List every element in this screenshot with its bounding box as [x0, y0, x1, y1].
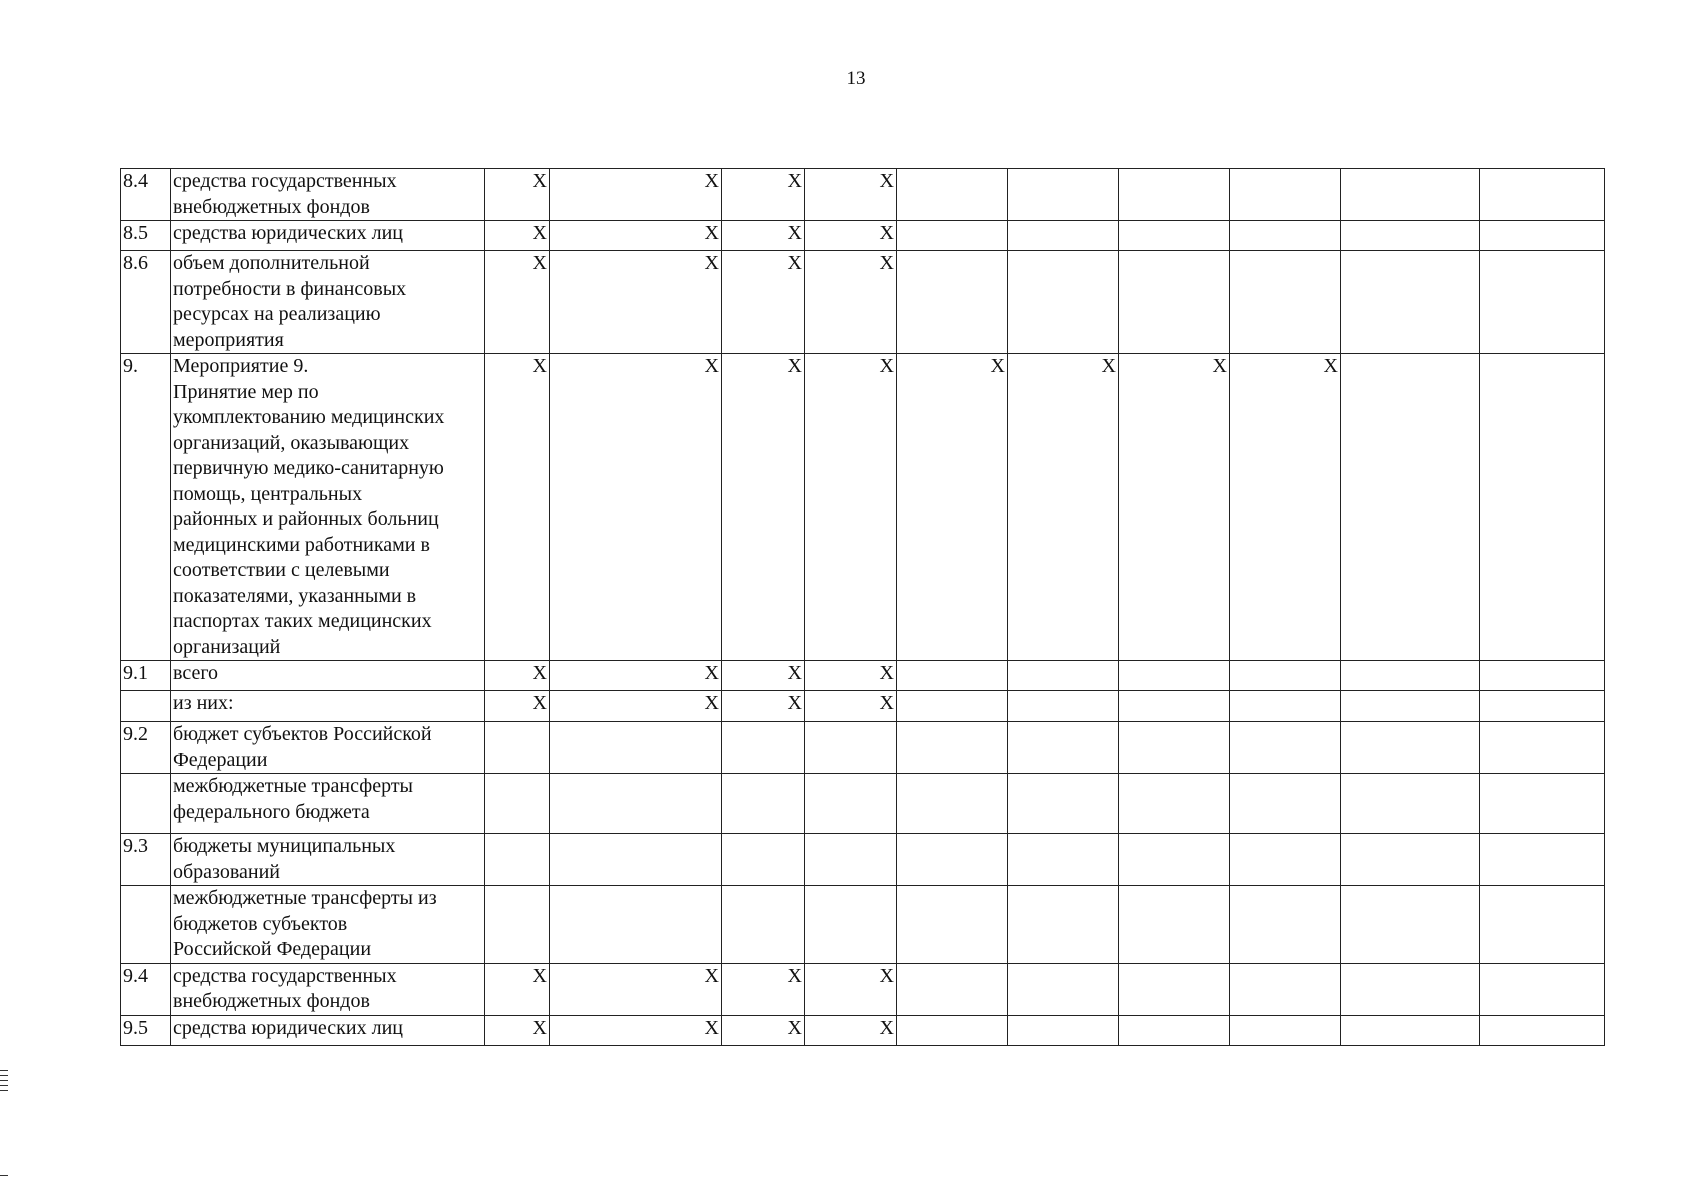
value-cell — [1008, 774, 1119, 834]
table-row — [121, 354, 1605, 661]
value-cell — [897, 169, 1008, 221]
value-cell — [1119, 963, 1230, 1015]
value-cell — [805, 722, 897, 774]
x-mark: X — [787, 252, 802, 274]
value-cell — [1119, 169, 1230, 221]
value-cell — [897, 691, 1008, 722]
value-cell — [1008, 963, 1119, 1015]
value-cell — [1230, 221, 1341, 251]
x-mark: X — [704, 355, 719, 377]
x-mark: X — [704, 662, 719, 684]
value-cell — [550, 963, 722, 1015]
row-number — [121, 774, 171, 834]
value-cell — [805, 221, 897, 251]
value-cell — [550, 354, 722, 661]
margin-binding-marks — [0, 1070, 8, 1095]
value-cell — [550, 221, 722, 251]
value-cell — [1230, 886, 1341, 964]
description-line: образований — [173, 860, 281, 883]
x-mark: X — [704, 252, 719, 274]
description-line: средства государственных — [173, 964, 397, 987]
value-cell — [1480, 691, 1605, 722]
value-cell — [485, 169, 550, 221]
value-cell — [485, 691, 550, 722]
value-cell — [1008, 886, 1119, 964]
description-line: средства юридических лиц — [173, 1016, 403, 1039]
value-cell — [1119, 722, 1230, 774]
x-mark: X — [532, 222, 547, 244]
row-description — [171, 774, 485, 834]
description-line: первичную медико-санитарную — [173, 457, 444, 479]
x-mark: X — [704, 692, 719, 714]
table-row — [121, 963, 1605, 1015]
value-cell — [897, 722, 1008, 774]
value-cell — [550, 661, 722, 691]
description-line: помощь, центральных — [173, 482, 363, 505]
x-mark: X — [787, 355, 802, 377]
description-line: ресурсах на реализацию — [173, 303, 381, 325]
x-mark: X — [787, 662, 802, 684]
description-line: объем дополнительной — [173, 252, 370, 274]
x-mark: X — [787, 170, 802, 192]
value-cell — [485, 661, 550, 691]
value-cell — [722, 886, 805, 964]
row-description — [171, 1015, 485, 1045]
value-cell — [1008, 722, 1119, 774]
row-description — [171, 722, 485, 774]
value-cell — [1341, 251, 1480, 354]
value-cell — [722, 251, 805, 354]
value-cell — [1230, 251, 1341, 354]
value-cell — [722, 169, 805, 221]
x-mark: X — [532, 964, 547, 987]
value-cell — [1119, 661, 1230, 691]
description-line: соответствии с целевыми — [173, 559, 390, 581]
value-cell — [1230, 354, 1341, 661]
x-mark: X — [1323, 355, 1338, 377]
value-cell — [722, 1015, 805, 1045]
row-number: 9. — [121, 354, 171, 661]
row-description — [171, 354, 485, 661]
row-number: 8.5 — [121, 221, 171, 251]
row-description — [171, 963, 485, 1015]
x-mark: X — [532, 692, 547, 714]
value-cell — [1008, 1015, 1119, 1045]
value-cell — [485, 221, 550, 251]
value-cell — [1119, 834, 1230, 886]
x-mark: X — [704, 964, 719, 987]
value-cell — [550, 251, 722, 354]
value-cell — [1230, 1015, 1341, 1045]
x-mark: X — [532, 1016, 547, 1039]
description-line: Российской Федерации — [173, 938, 372, 960]
value-cell — [1341, 1015, 1480, 1045]
value-cell — [805, 169, 897, 221]
value-cell — [1119, 251, 1230, 354]
x-mark: X — [532, 662, 547, 684]
table-body — [121, 169, 1605, 1046]
value-cell — [485, 834, 550, 886]
value-cell — [897, 251, 1008, 354]
value-cell — [897, 834, 1008, 886]
value-cell — [1230, 661, 1341, 691]
value-cell — [485, 886, 550, 964]
x-mark: X — [879, 1016, 894, 1039]
value-cell — [1341, 886, 1480, 964]
value-cell — [1480, 354, 1605, 661]
value-cell — [485, 963, 550, 1015]
x-mark: X — [879, 662, 894, 684]
value-cell — [897, 1015, 1008, 1045]
value-cell — [1008, 169, 1119, 221]
x-mark: X — [1212, 355, 1227, 377]
value-cell — [485, 774, 550, 834]
row-description — [171, 251, 485, 354]
value-cell — [485, 722, 550, 774]
value-cell — [1480, 774, 1605, 834]
margin-mark — [0, 1175, 8, 1176]
value-cell — [1480, 1015, 1605, 1045]
row-number: 9.2 — [121, 722, 171, 774]
value-cell — [1480, 251, 1605, 354]
value-cell — [1480, 963, 1605, 1015]
description-line: паспортах таких медицинских — [173, 610, 432, 632]
value-cell — [722, 354, 805, 661]
description-line: внебюджетных фондов — [173, 990, 370, 1012]
description-line: бюджеты муниципальных — [173, 835, 396, 857]
value-cell — [485, 1015, 550, 1045]
description-line: мероприятия — [173, 328, 284, 351]
value-cell — [550, 169, 722, 221]
table-row — [121, 691, 1605, 722]
value-cell — [550, 834, 722, 886]
row-description — [171, 886, 485, 964]
row-description — [171, 169, 485, 221]
table-row — [121, 661, 1605, 691]
row-number — [121, 691, 171, 722]
value-cell — [550, 774, 722, 834]
x-mark: X — [787, 692, 802, 714]
value-cell — [897, 886, 1008, 964]
description-line: межбюджетные трансферты из — [173, 887, 437, 909]
table-row — [121, 169, 1605, 221]
value-cell — [1008, 834, 1119, 886]
value-cell — [550, 691, 722, 722]
value-cell — [722, 774, 805, 834]
description-line: внебюджетных фондов — [173, 195, 370, 218]
value-cell — [1341, 169, 1480, 221]
row-number — [121, 886, 171, 964]
row-number: 8.6 — [121, 251, 171, 354]
value-cell — [805, 661, 897, 691]
value-cell — [805, 354, 897, 661]
value-cell — [1008, 691, 1119, 722]
description-line: Федерации — [173, 748, 268, 771]
x-mark: X — [787, 1016, 802, 1039]
value-cell — [1230, 963, 1341, 1015]
description-line: межбюджетные трансферты — [173, 775, 413, 797]
financing-table — [120, 168, 1605, 1046]
page-number: 13 — [846, 68, 866, 89]
description-line: федерального бюджета — [173, 800, 370, 823]
row-number: 9.3 — [121, 834, 171, 886]
value-cell — [485, 251, 550, 354]
value-cell — [1480, 886, 1605, 964]
x-mark: X — [879, 355, 894, 377]
value-cell — [722, 221, 805, 251]
x-mark: X — [879, 692, 894, 714]
value-cell — [1119, 1015, 1230, 1045]
value-cell — [1119, 886, 1230, 964]
x-mark: X — [879, 252, 894, 274]
value-cell — [550, 886, 722, 964]
x-mark: X — [704, 170, 719, 192]
value-cell — [1341, 963, 1480, 1015]
value-cell — [805, 886, 897, 964]
description-line: организаций, оказывающих — [173, 431, 410, 454]
value-cell — [722, 691, 805, 722]
value-cell — [1341, 722, 1480, 774]
x-mark: X — [1101, 355, 1116, 377]
x-mark: X — [879, 222, 894, 244]
x-mark: X — [787, 964, 802, 987]
description-line: укомплектованию медицинских — [173, 406, 445, 428]
x-mark: X — [704, 1016, 719, 1039]
value-cell — [805, 963, 897, 1015]
value-cell — [897, 221, 1008, 251]
description-line: из них: — [173, 692, 234, 714]
description-line: всего — [173, 662, 219, 684]
row-number: 9.1 — [121, 661, 171, 691]
value-cell — [805, 834, 897, 886]
value-cell — [897, 774, 1008, 834]
value-cell — [1008, 221, 1119, 251]
description-line: средства юридических лиц — [173, 222, 403, 244]
value-cell — [722, 834, 805, 886]
description-line: потребности в финансовых — [173, 277, 407, 300]
value-cell — [1341, 221, 1480, 251]
value-cell — [1008, 354, 1119, 661]
description-line: показателями, указанными в — [173, 584, 417, 607]
value-cell — [1119, 354, 1230, 661]
value-cell — [722, 963, 805, 1015]
table-row — [121, 774, 1605, 834]
row-number: 9.5 — [121, 1015, 171, 1045]
value-cell — [1119, 221, 1230, 251]
value-cell — [1230, 834, 1341, 886]
table-row — [121, 886, 1605, 964]
value-cell — [805, 691, 897, 722]
value-cell — [550, 722, 722, 774]
row-description — [171, 834, 485, 886]
value-cell — [1341, 774, 1480, 834]
table-row — [121, 221, 1605, 251]
value-cell — [897, 963, 1008, 1015]
table-row — [121, 834, 1605, 886]
x-mark: X — [532, 355, 547, 377]
value-cell — [1341, 691, 1480, 722]
x-mark: X — [879, 170, 894, 192]
x-mark: X — [532, 252, 547, 274]
value-cell — [1230, 774, 1341, 834]
value-cell — [1341, 834, 1480, 886]
x-mark: X — [704, 222, 719, 244]
row-number: 8.4 — [121, 169, 171, 221]
table-row — [121, 1015, 1605, 1045]
value-cell — [722, 661, 805, 691]
value-cell — [1341, 661, 1480, 691]
value-cell — [1119, 774, 1230, 834]
x-mark: X — [879, 964, 894, 987]
value-cell — [897, 354, 1008, 661]
table-row — [121, 251, 1605, 354]
value-cell — [550, 1015, 722, 1045]
description-line: медицинскими работниками в — [173, 533, 430, 556]
description-line: организаций — [173, 635, 281, 658]
value-cell — [1480, 722, 1605, 774]
x-mark: X — [787, 222, 802, 244]
value-cell — [805, 251, 897, 354]
value-cell — [1230, 169, 1341, 221]
value-cell — [1480, 661, 1605, 691]
description-line: бюджет субъектов Российской — [173, 723, 432, 745]
x-mark: X — [990, 355, 1005, 377]
description-line: Мероприятие 9. — [173, 355, 309, 377]
value-cell — [722, 722, 805, 774]
x-mark: X — [532, 170, 547, 192]
table-row — [121, 722, 1605, 774]
description-line: районных и районных больниц — [173, 508, 439, 530]
row-description — [171, 221, 485, 251]
value-cell — [1480, 221, 1605, 251]
row-description — [171, 691, 485, 722]
row-number: 9.4 — [121, 963, 171, 1015]
row-description — [171, 661, 485, 691]
value-cell — [897, 661, 1008, 691]
description-line: бюджетов субъектов — [173, 912, 348, 935]
value-cell — [1230, 722, 1341, 774]
value-cell — [1341, 354, 1480, 661]
description-line: средства государственных — [173, 170, 397, 192]
value-cell — [1480, 169, 1605, 221]
value-cell — [805, 1015, 897, 1045]
value-cell — [1008, 251, 1119, 354]
description-line: Принятие мер по — [173, 380, 319, 403]
value-cell — [1230, 691, 1341, 722]
value-cell — [1008, 661, 1119, 691]
value-cell — [485, 354, 550, 661]
value-cell — [805, 774, 897, 834]
value-cell — [1480, 834, 1605, 886]
value-cell — [1119, 691, 1230, 722]
